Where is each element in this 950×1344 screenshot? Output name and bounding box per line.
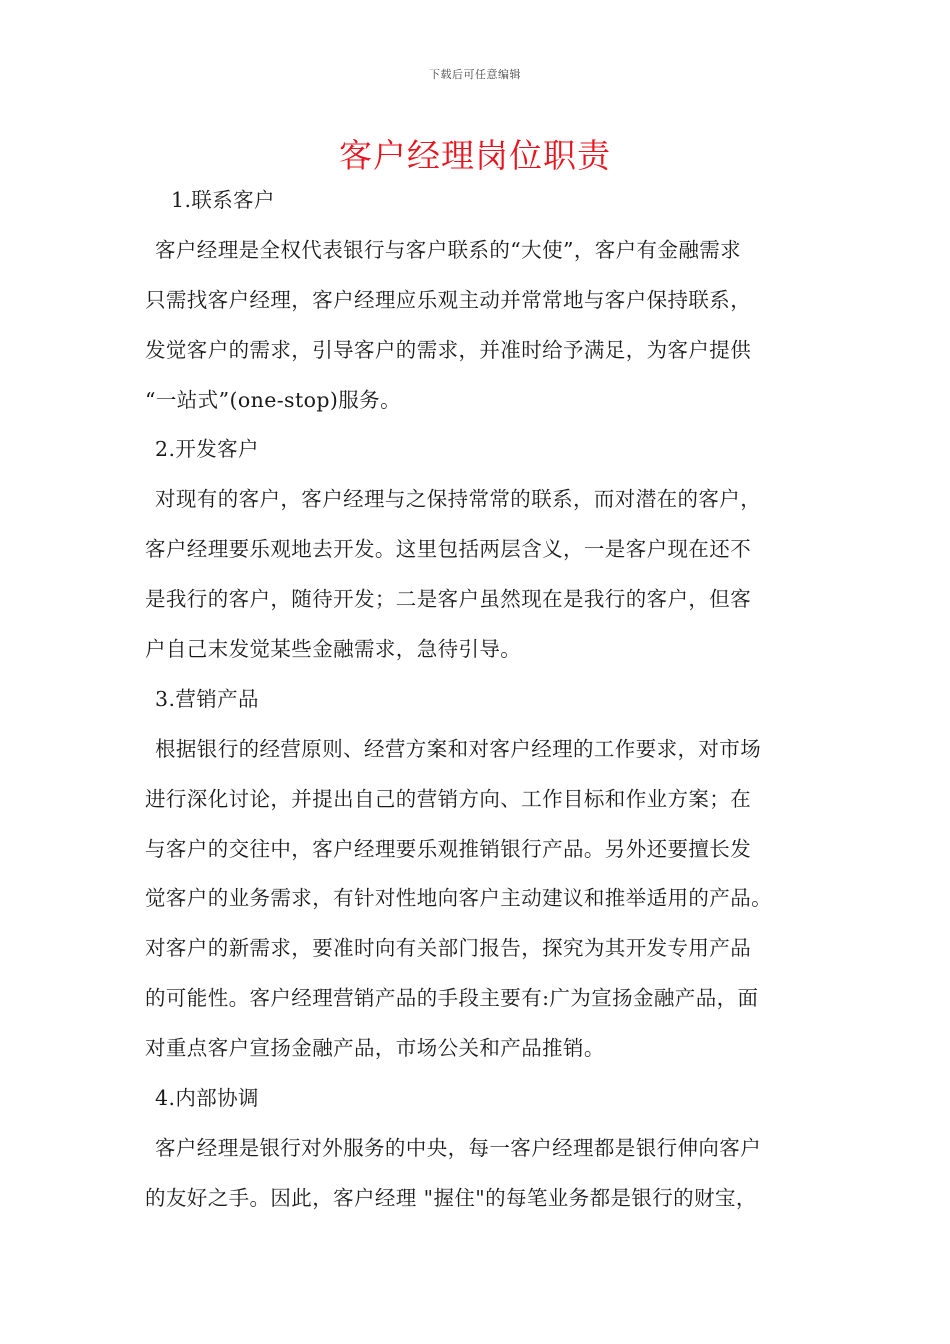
paragraph-line: 客户经理是银行对外服务的中央，每一客户经理都是银行伸向客户 xyxy=(155,1135,762,1160)
paragraph-line: 发觉客户的需求，引导客户的需求，并准时给予满足，为客户提供 xyxy=(145,337,752,362)
paragraph-line: 户自己末发觉某些金融需求，急待引导。 xyxy=(145,637,522,662)
paragraph-line: 与客户的交往中，客户经理要乐观推销银行产品。另外还要擅长发 xyxy=(145,836,752,861)
section-heading: 4.内部协调 xyxy=(155,1086,259,1111)
paragraph-line: 觉客户的业务需求，有针对性地向客户主动建议和推举适用的产品。 xyxy=(145,886,772,911)
section-heading: 1.联系客户 xyxy=(171,188,275,212)
paragraph-line: 对现有的客户，客户经理与之保持常常的联系，而对潜在的客户， xyxy=(155,487,762,512)
header-note: 下载后可任意编辑 xyxy=(429,68,521,81)
paragraph-line: 客户经理要乐观地去开发。这里包括两层含义，一是客户现在还不 xyxy=(145,537,752,562)
document-title: 客户经理岗位职责 xyxy=(339,136,611,175)
paragraph-line: 对客户的新需求，要准时向有关部门报告，探究为其开发专用产品 xyxy=(145,936,752,961)
paragraph-line: 对重点客户宣扬金融产品，市场公关和产品推销。 xyxy=(145,1036,605,1061)
paragraph-line: 进行深化讨论，并提出自己的营销方向、工作目标和作业方案；在 xyxy=(145,786,752,811)
section-heading: 3.营销产品 xyxy=(155,686,259,711)
paragraph-line: 根据银行的经营原则、经营方案和对客户经理的工作要求，对市场 xyxy=(155,736,762,761)
paragraph-line: 的友好之手。因此，客户经理 "握住"的每笔业务都是银行的财宝， xyxy=(145,1185,757,1210)
document-body xyxy=(145,182,825,1230)
paragraph-line: 的可能性。客户经理营销产品的手段主要有:广为宣扬金融产品，面 xyxy=(145,986,759,1011)
section-heading: 2.开发客户 xyxy=(155,437,259,462)
paragraph-line: 是我行的客户，随待开发；二是客户虽然现在是我行的客户，但客 xyxy=(145,587,752,612)
paragraph-line: 客户经理是全权代表银行与客户联系的“大使”，客户有金融需求 xyxy=(155,237,742,262)
paragraph-line: “一站式”(one-stop)服务。 xyxy=(145,387,401,412)
paragraph-line: 只需找客户经理，客户经理应乐观主动并常常地与客户保持联系， xyxy=(145,287,752,312)
